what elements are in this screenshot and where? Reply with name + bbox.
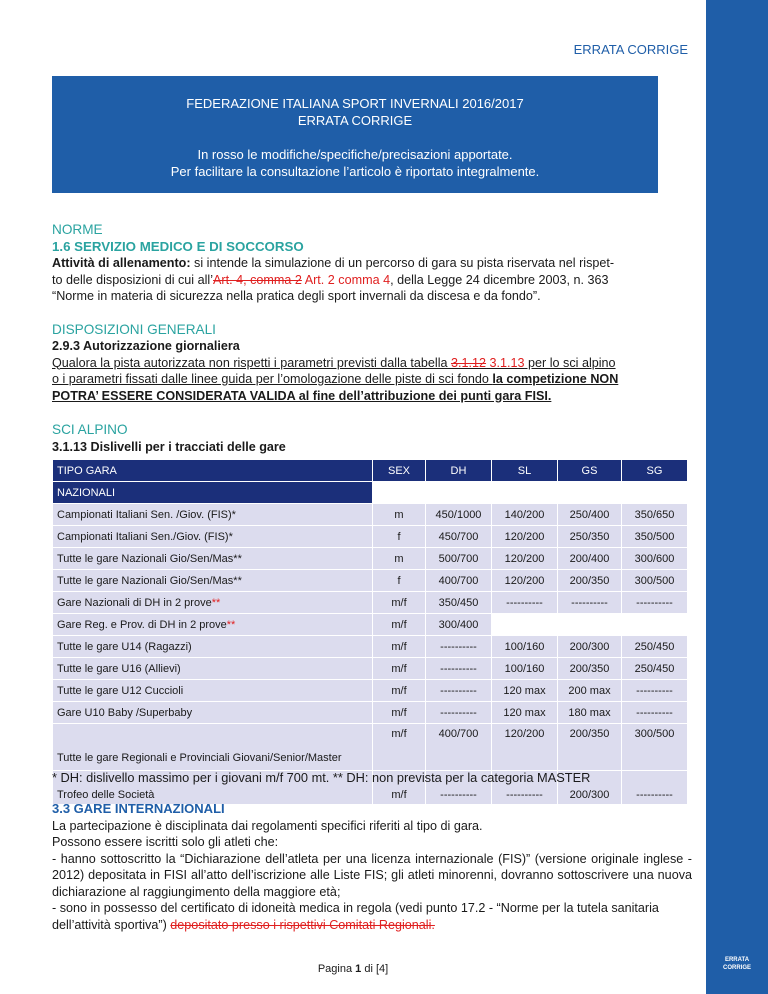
- cell-text: 300/500: [634, 574, 675, 587]
- cell-value: [373, 504, 426, 526]
- footer-total: di [4]: [361, 963, 389, 975]
- cell-text: 120/200: [504, 728, 545, 740]
- cell-value: [426, 526, 492, 548]
- cell-text: Tutte le gare U14 (Ragazzi): [57, 640, 192, 653]
- norme-strike: Art. 4, comma 2: [213, 272, 302, 287]
- internazionali-p1: La partecipazione è disciplinata dai regolamenti specifici riferiti al tipo di gara.: [52, 818, 483, 833]
- disp-text-3b: la competizione NON: [492, 372, 619, 386]
- cell-text: ----------: [506, 596, 543, 609]
- cell-value: [558, 724, 622, 771]
- empty-cell: [426, 482, 492, 504]
- red-marker: **: [226, 618, 236, 631]
- footer-prefix: Pagina: [317, 963, 356, 975]
- cell-value: [558, 504, 622, 526]
- norme-text-1: si intende la simulazione di un percorso di gara su pista riservata nel rispet-: [190, 256, 615, 270]
- cell-value: [558, 570, 622, 592]
- cell-value: [426, 724, 492, 771]
- cell-value: [373, 680, 426, 702]
- cell-text: 350/500: [634, 530, 675, 543]
- cell-text: m/f: [391, 789, 407, 801]
- cell-value: [622, 504, 688, 526]
- cell-value: [373, 702, 426, 724]
- cell-text: Trofeo delle Società: [57, 789, 155, 801]
- table-row: [53, 614, 688, 636]
- sidebar-band: [706, 0, 768, 994]
- cell-text: 400/700: [438, 728, 479, 740]
- table-row: [53, 570, 688, 592]
- footer-page-number: 1: [355, 963, 362, 975]
- cell-value: [492, 548, 558, 570]
- cell-text: 120 max: [503, 706, 546, 719]
- banner-line-3: In rosso le modifiche/specifiche/precisazioni apportate.: [197, 147, 513, 162]
- cell-value: [622, 658, 688, 680]
- cell-tipo-gara: [53, 570, 373, 592]
- cell-value: [492, 526, 558, 548]
- disp-strike: 3.1.12: [451, 355, 487, 370]
- sidebar-label: ERRATA CORRIGE: [722, 957, 751, 971]
- norme-text-2a: to delle disposizioni di cui all’: [52, 272, 214, 287]
- cell-tipo-gara: [53, 526, 373, 548]
- cell-text: 300/400: [438, 618, 479, 631]
- cell-text: 200/350: [569, 662, 610, 675]
- cell-text: m: [394, 552, 404, 565]
- cell-value: [622, 771, 688, 805]
- empty-cell: [558, 482, 622, 504]
- cell-value: [373, 570, 426, 592]
- cell-tipo-gara: [53, 548, 373, 570]
- col-sg: SG: [622, 460, 688, 482]
- table-row: [53, 658, 688, 680]
- cell-value: [492, 570, 558, 592]
- red-marker: **: [211, 596, 221, 609]
- table-row: [53, 724, 688, 771]
- cell-value: [558, 614, 622, 636]
- cell-text: m: [394, 508, 404, 521]
- cell-text: f: [397, 574, 401, 587]
- cell-value: [622, 614, 688, 636]
- banner-line-2: ERRATA CORRIGE: [297, 113, 413, 128]
- cell-value: [622, 592, 688, 614]
- cell-text: 200/350: [569, 574, 610, 587]
- cell-text: Gare Nazionali di DH in 2 prove: [57, 596, 212, 609]
- table-row: [53, 702, 688, 724]
- cell-value: [558, 702, 622, 724]
- cell-value: [622, 526, 688, 548]
- cell-text: 120 max: [503, 684, 546, 697]
- cell-value: [492, 680, 558, 702]
- cell-text: Campionati Italiani Sen./Giov. (FIS)*: [57, 530, 233, 543]
- cell-value: [373, 526, 426, 548]
- cell-value: [373, 592, 426, 614]
- cell-text: 300/600: [634, 552, 675, 565]
- cell-text: ----------: [440, 706, 477, 719]
- cell-text: ----------: [440, 662, 477, 675]
- cell-text: Tutte le gare Regionali e Provinciali Giovani/Senior/Master: [57, 752, 342, 764]
- group-label: NAZIONALI: [53, 482, 373, 504]
- cell-text: 350/650: [634, 508, 675, 521]
- dislivelli-table: [52, 459, 688, 805]
- cell-text: m/f: [391, 728, 407, 740]
- disp-text-2: per lo sci alpino: [524, 355, 616, 370]
- cell-text: 250/400: [569, 508, 610, 521]
- col-sex: SEX: [373, 460, 426, 482]
- cell-tipo-gara: [53, 592, 373, 614]
- table-row: [53, 592, 688, 614]
- norme-fix: Art. 2 comma 4: [301, 272, 391, 287]
- section-norme: NORME: [52, 222, 103, 237]
- cell-tipo-gara: [53, 724, 373, 771]
- cell-text: Campionati Italiani Sen. /Giov. (FIS)*: [57, 508, 236, 521]
- cell-text: m/f: [391, 596, 407, 609]
- cell-value: [426, 702, 492, 724]
- cell-text: 350/450: [438, 596, 479, 609]
- cell-text: ----------: [506, 789, 543, 801]
- cell-value: [622, 702, 688, 724]
- cell-text: m/f: [391, 684, 407, 697]
- cell-value: [492, 702, 558, 724]
- cell-text: Tutte le gare Nazionali Gio/Sen/Mas**: [57, 574, 242, 587]
- cell-text: 450/700: [438, 530, 479, 543]
- cell-text: ----------: [636, 684, 673, 697]
- cell-text: ----------: [440, 684, 477, 697]
- cell-text: 200/300: [569, 640, 610, 653]
- disp-text-3: o i parametri fissati dalle linee guida per l’omologazione delle piste di sci fondo: [52, 372, 493, 386]
- section-disposizioni: DISPOSIZIONI GENERALI: [52, 321, 216, 337]
- cell-text: ----------: [636, 789, 673, 801]
- cell-text: 120/200: [504, 552, 545, 565]
- disposizioni-paragraph: [52, 355, 692, 405]
- cell-text: f: [397, 530, 401, 543]
- internazionali-p4-text: - sono in possesso del certificato di idoneità medica in regola (vedi punto 17.2 - “Norme per la tutela sanitaria dell’attività sportiva”): [52, 901, 659, 932]
- table-row: [53, 504, 688, 526]
- cell-value: [426, 636, 492, 658]
- cell-tipo-gara: [53, 614, 373, 636]
- disp-fix: 3.1.13: [486, 355, 525, 370]
- table-group-row: [53, 482, 688, 504]
- norme-text-2b: , della Legge 24 dicembre 2003, n. 363: [390, 272, 609, 287]
- cell-text: Gare Reg. e Prov. di DH in 2 prove: [57, 618, 227, 631]
- col-sl: SL: [492, 460, 558, 482]
- table-header-row: [53, 460, 688, 482]
- cell-value: [426, 504, 492, 526]
- section-sci-alpino: SCI ALPINO: [52, 422, 128, 437]
- cell-text: m/f: [391, 618, 407, 631]
- table-footnote: * DH: dislivello massimo per i giovani m/f 700 mt. ** DH: non prevista per la categoria MASTER: [52, 770, 591, 785]
- cell-text: 200/350: [569, 728, 610, 740]
- cell-value: [426, 570, 492, 592]
- cell-tipo-gara: [53, 636, 373, 658]
- cell-value: [373, 724, 426, 771]
- norme-text-3: “Norme in materia di sicurezza nella pratica degli sport invernali da discesa e da fondo”.: [52, 289, 541, 303]
- cell-value: [426, 658, 492, 680]
- cell-text: Gare U10 Baby /Superbaby: [57, 706, 193, 719]
- table-row: [53, 526, 688, 548]
- cell-tipo-gara: [53, 504, 373, 526]
- internazionali-p4: [52, 900, 692, 933]
- cell-text: ----------: [571, 596, 608, 609]
- cell-value: [492, 724, 558, 771]
- table-row: [53, 636, 688, 658]
- header-title: ERRATA CORRIGE: [573, 42, 688, 57]
- cell-text: 250/450: [634, 640, 675, 653]
- cell-value: [373, 658, 426, 680]
- cell-value: [558, 636, 622, 658]
- empty-cell: [492, 482, 558, 504]
- cell-text: 250/350: [569, 530, 610, 543]
- cell-text: ----------: [636, 596, 673, 609]
- cell-value: [622, 680, 688, 702]
- cell-value: [558, 658, 622, 680]
- internazionali-title: 3.3 GARE INTERNAZIONALI: [52, 801, 225, 816]
- col-tipo-gara: TIPO GARA: [53, 460, 373, 482]
- internazionali-p2: Possono essere iscritti solo gli atleti che:: [52, 835, 279, 849]
- cell-text: 250/450: [634, 662, 675, 675]
- cell-text: 140/200: [504, 508, 545, 521]
- empty-cell: [373, 482, 426, 504]
- empty-cell: [622, 482, 688, 504]
- cell-text: Tutte le gare U12 Cuccioli: [57, 684, 184, 697]
- cell-text: m/f: [391, 640, 407, 653]
- cell-value: [373, 636, 426, 658]
- disp-text-4: POTRA’ ESSERE CONSIDERATA VALIDA al fine dell’attribuzione dei punti gara FISI.: [52, 388, 552, 403]
- cell-text: 400/700: [438, 574, 479, 587]
- cell-value: [492, 614, 558, 636]
- title-banner: [52, 76, 658, 193]
- cell-text: 120/200: [504, 574, 545, 587]
- cell-value: [492, 658, 558, 680]
- cell-tipo-gara: [53, 680, 373, 702]
- cell-text: 120/200: [504, 530, 545, 543]
- cell-text: 100/160: [504, 640, 545, 653]
- internazionali-p4-strike: depositato presso i rispettivi Comitati Regionali.: [170, 917, 435, 932]
- cell-value: [373, 614, 426, 636]
- cell-text: 200/400: [569, 552, 610, 565]
- cell-value: [622, 724, 688, 771]
- col-dh: DH: [426, 460, 492, 482]
- norme-paragraph: [52, 255, 692, 305]
- cell-tipo-gara: [53, 702, 373, 724]
- main-content: [52, 222, 692, 455]
- cell-text: ----------: [440, 789, 477, 801]
- cell-text: 180 max: [568, 706, 611, 719]
- internazionali-section: [52, 801, 692, 933]
- cell-text: ----------: [440, 640, 477, 653]
- cell-value: [492, 504, 558, 526]
- cell-value: [426, 614, 492, 636]
- cell-text: Tutte le gare U16 (Allievi): [57, 662, 181, 675]
- cell-tipo-gara: [53, 658, 373, 680]
- internazionali-p3: - hanno sottoscritto la “Dichiarazione dell’atleta per una licenza internazionale (FIS)” (versione originale inglese - 2012) depositata in FISI all’atto dell’iscrizione alle Liste FIS; gli atleti minorenni, dovranno sottoscrivere una nuova dichiarazione al raggiungimento della maggiore età;: [52, 851, 692, 899]
- disposizioni-title: 2.9.3 Autorizzazione giornaliera: [52, 339, 240, 353]
- table-row: [53, 680, 688, 702]
- cell-value: [492, 636, 558, 658]
- sci-alpino-title: 3.1.13 Dislivelli per i tracciati delle gare: [52, 439, 286, 454]
- page-footer: [0, 963, 706, 975]
- cell-value: [426, 592, 492, 614]
- cell-value: [426, 680, 492, 702]
- cell-text: 500/700: [438, 552, 479, 565]
- cell-value: [492, 592, 558, 614]
- cell-value: [558, 526, 622, 548]
- norme-lead: Attività di allenamento:: [52, 256, 191, 270]
- cell-value: [558, 680, 622, 702]
- table-row: [53, 548, 688, 570]
- col-gs: GS: [558, 460, 622, 482]
- cell-value: [558, 592, 622, 614]
- disp-text-1: Qualora la pista autorizzata non rispetti i parametri previsti dalla tabella: [52, 355, 452, 370]
- cell-text: 100/160: [504, 662, 545, 675]
- cell-text: m/f: [391, 662, 407, 675]
- cell-text: 300/500: [634, 728, 675, 740]
- banner-line-4: Per facilitare la consultazione l’articolo è riportato integralmente.: [170, 164, 540, 179]
- norme-title: 1.6 SERVIZIO MEDICO E DI SOCCORSO: [52, 238, 304, 254]
- cell-value: [622, 636, 688, 658]
- cell-value: [622, 548, 688, 570]
- cell-value: [558, 548, 622, 570]
- cell-text: ----------: [636, 706, 673, 719]
- cell-value: [426, 548, 492, 570]
- cell-text: 450/1000: [435, 508, 482, 521]
- cell-text: Tutte le gare Nazionali Gio/Sen/Mas**: [57, 552, 242, 565]
- cell-value: [373, 548, 426, 570]
- cell-text: 200 max: [568, 684, 611, 697]
- cell-text: 200/300: [569, 789, 610, 801]
- cell-text: m/f: [391, 706, 407, 719]
- cell-value: [622, 570, 688, 592]
- banner-line-1: FEDERAZIONE ITALIANA SPORT INVERNALI 2016/2017: [186, 96, 524, 111]
